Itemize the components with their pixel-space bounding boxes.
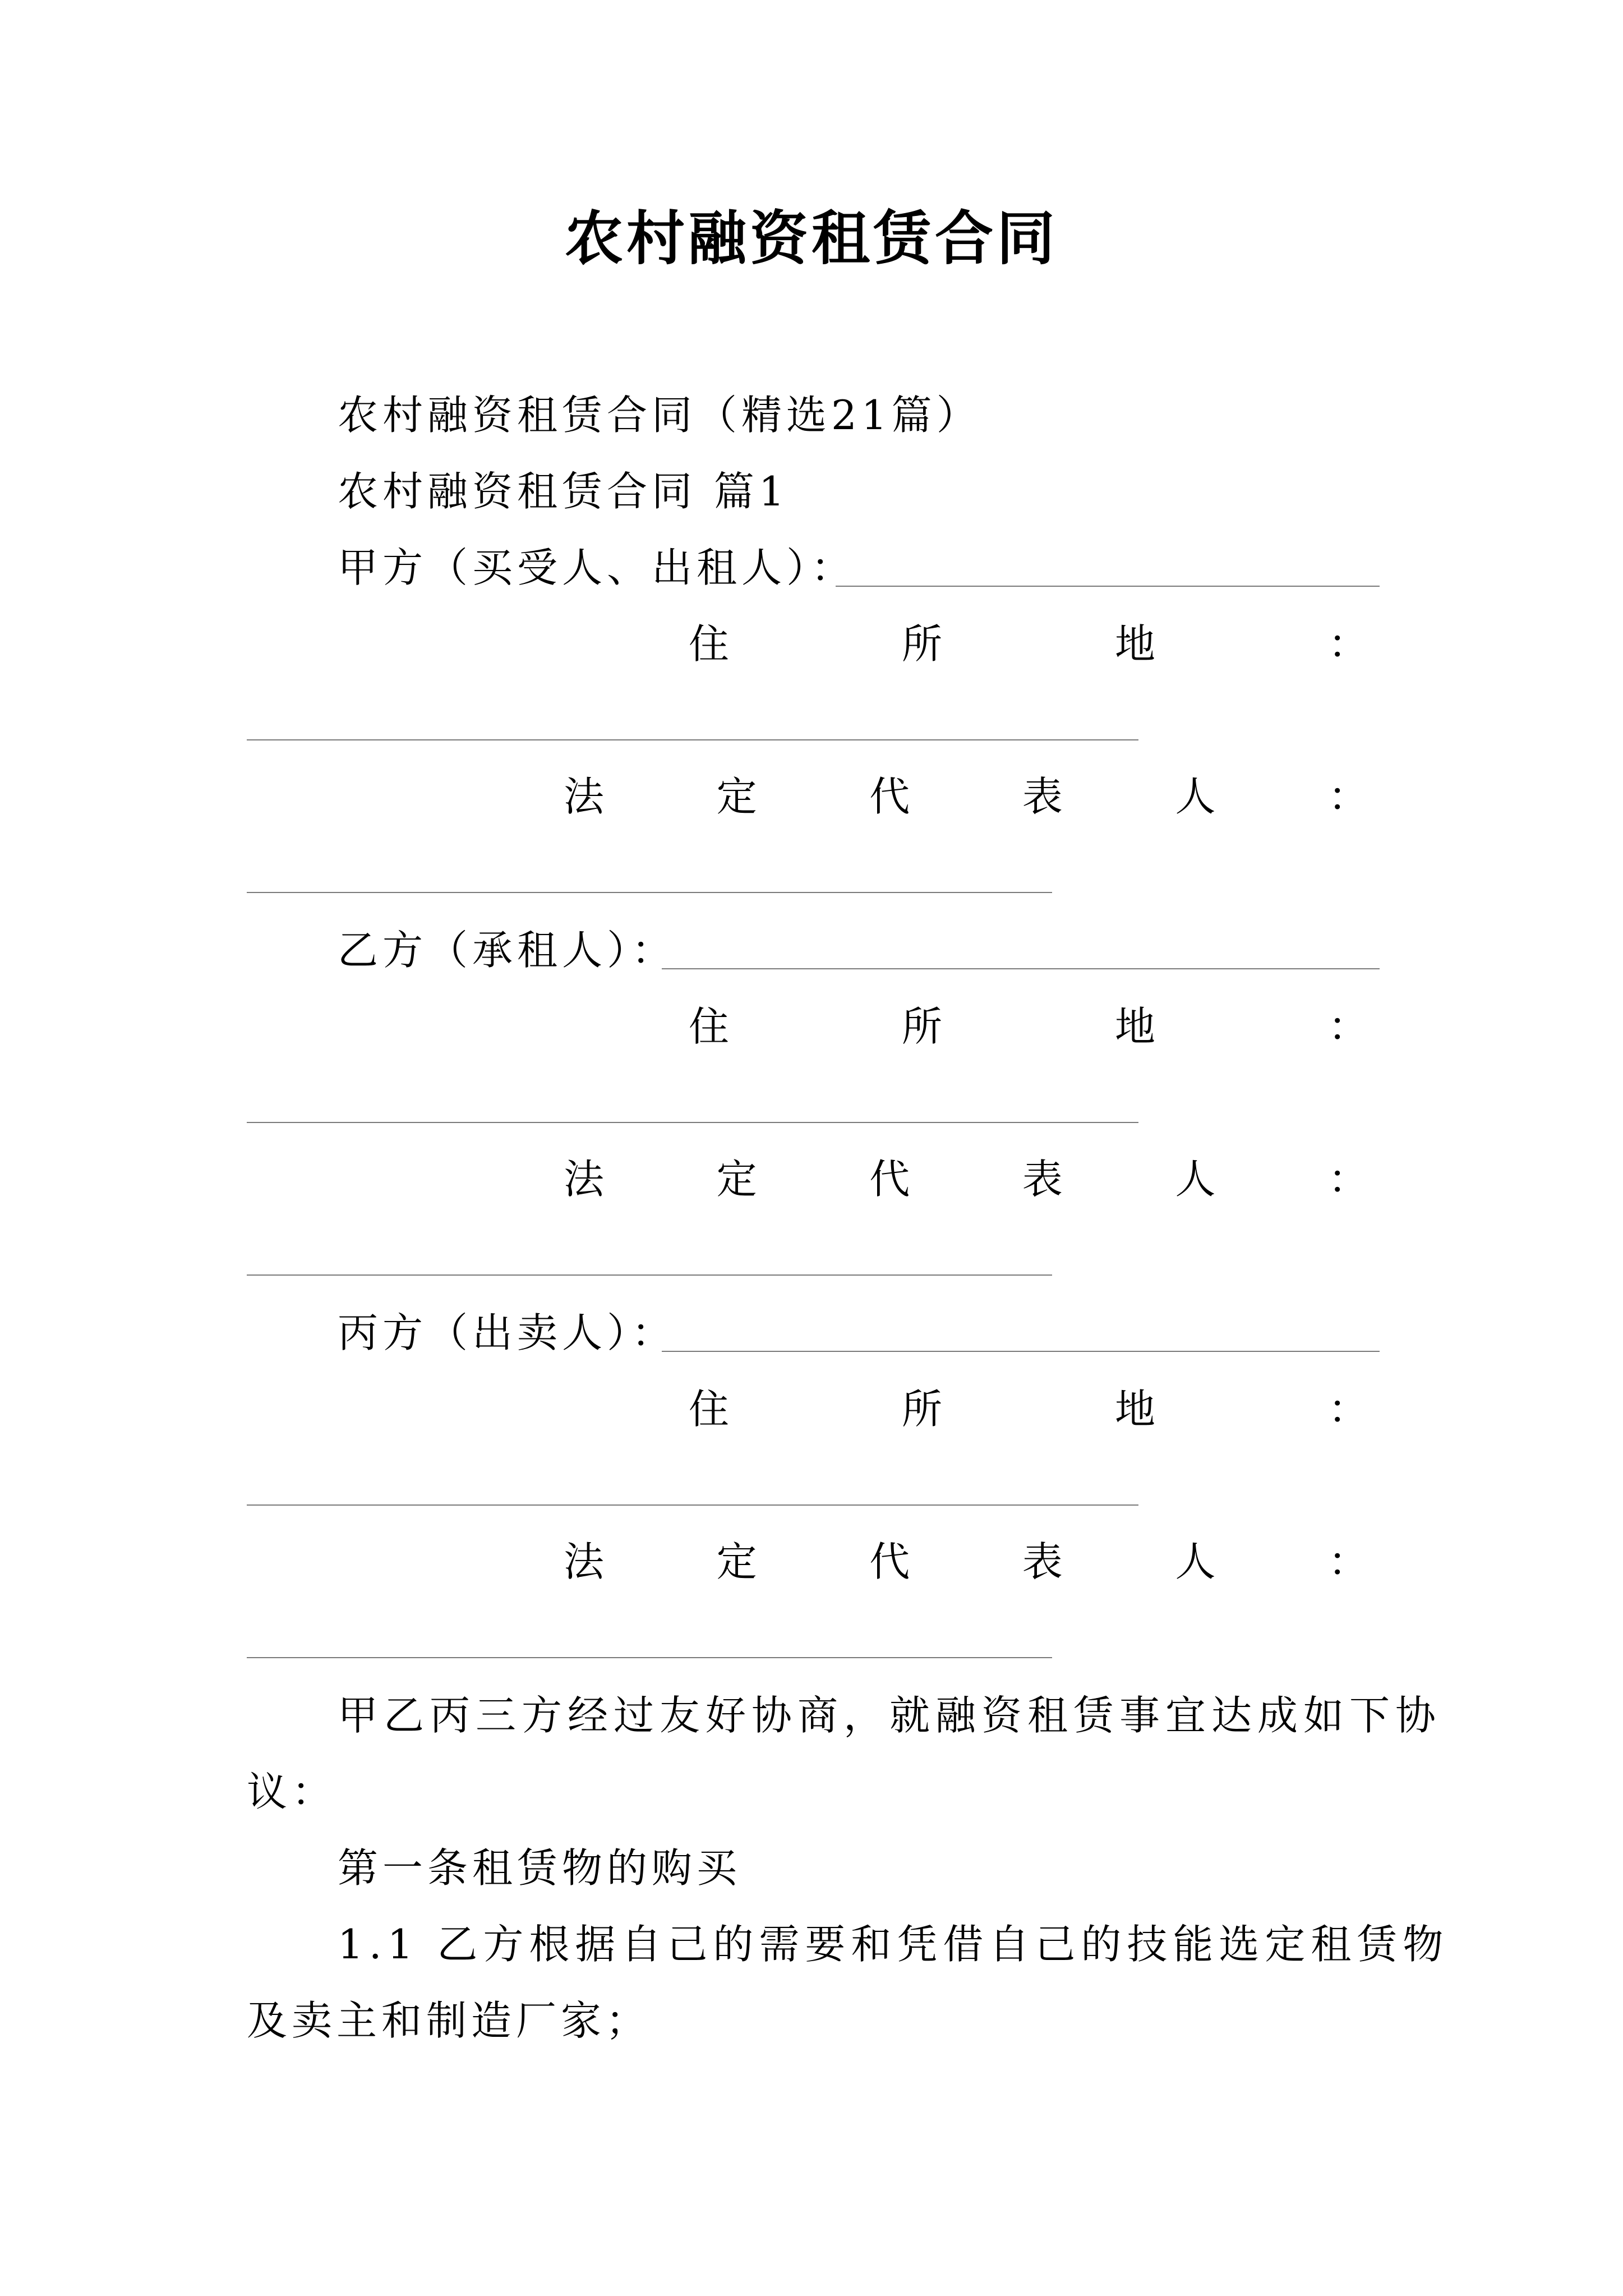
char: 住 <box>689 620 730 668</box>
party-a-blank <box>836 586 1380 587</box>
char: 法 <box>564 773 605 820</box>
party-c-rep-label <box>564 1534 1368 1590</box>
party-b-rep-label <box>564 1151 1368 1207</box>
char: 人 <box>1175 1538 1216 1585</box>
party-c-blank <box>662 1351 1380 1352</box>
party-a-address-blank <box>247 739 1138 740</box>
char: 人 <box>1175 773 1216 820</box>
char: 表 <box>1022 1538 1063 1585</box>
char: 地 <box>1114 620 1155 668</box>
party-b-label: 乙方（承租人）： <box>338 927 677 974</box>
char: 地 <box>1114 1386 1155 1433</box>
party-b-address-label <box>689 999 1368 1055</box>
clause-1-1-line-2: 及卖主和制造厂家； <box>247 1997 651 2044</box>
party-b-address-blank <box>247 1122 1138 1123</box>
party-c-label: 丙方（出卖人）： <box>338 1309 677 1356</box>
party-c-rep-blank <box>247 1657 1052 1658</box>
char: 代 <box>869 1538 910 1585</box>
char: ： <box>1327 1386 1368 1433</box>
party-a-address-label <box>689 616 1368 672</box>
char: 法 <box>564 1538 605 1585</box>
char: 所 <box>901 1386 942 1433</box>
party-a-rep-blank <box>247 892 1052 893</box>
party-c-address-label <box>689 1381 1368 1437</box>
char: 表 <box>1022 1156 1063 1203</box>
char: ： <box>1327 620 1368 668</box>
char: ： <box>1327 1538 1368 1585</box>
party-a-label: 甲方（买受人、出租人）： <box>338 544 856 591</box>
party-c-address-blank <box>247 1504 1138 1506</box>
document-subtitle: 农村融资租赁合同（精选21篇） <box>338 392 981 439</box>
char: 人 <box>1175 1156 1216 1203</box>
char: 代 <box>869 773 910 820</box>
char: 所 <box>901 1003 942 1050</box>
party-b-rep-blank <box>247 1274 1052 1276</box>
char: 表 <box>1022 773 1063 820</box>
char: ： <box>1327 773 1368 820</box>
clause-1-1-line-1: 1.1 乙方根据自己的需要和凭借自己的技能选定租赁物 <box>338 1921 1449 1968</box>
char: ： <box>1327 1003 1368 1050</box>
intro-paragraph-line-1: 甲乙丙三方经过友好协商，就融资租赁事宜达成如下协 <box>338 1692 1442 1739</box>
document-title: 农村融资租赁合同 <box>564 204 1058 273</box>
char: 所 <box>901 620 942 668</box>
char: 地 <box>1114 1003 1155 1050</box>
char: 定 <box>716 1538 757 1585</box>
char: 住 <box>689 1003 730 1050</box>
char: 代 <box>869 1156 910 1203</box>
article-1-title: 第一条租赁物的购买 <box>338 1844 742 1892</box>
party-a-rep-label <box>564 769 1368 825</box>
section-heading: 农村融资租赁合同 篇1 <box>338 468 789 515</box>
char: 法 <box>564 1156 605 1203</box>
char: 定 <box>716 773 757 820</box>
char: ： <box>1327 1156 1368 1203</box>
char: 定 <box>716 1156 757 1203</box>
intro-paragraph-line-2: 议： <box>247 1768 337 1815</box>
party-b-blank <box>662 968 1380 969</box>
char: 住 <box>689 1386 730 1433</box>
